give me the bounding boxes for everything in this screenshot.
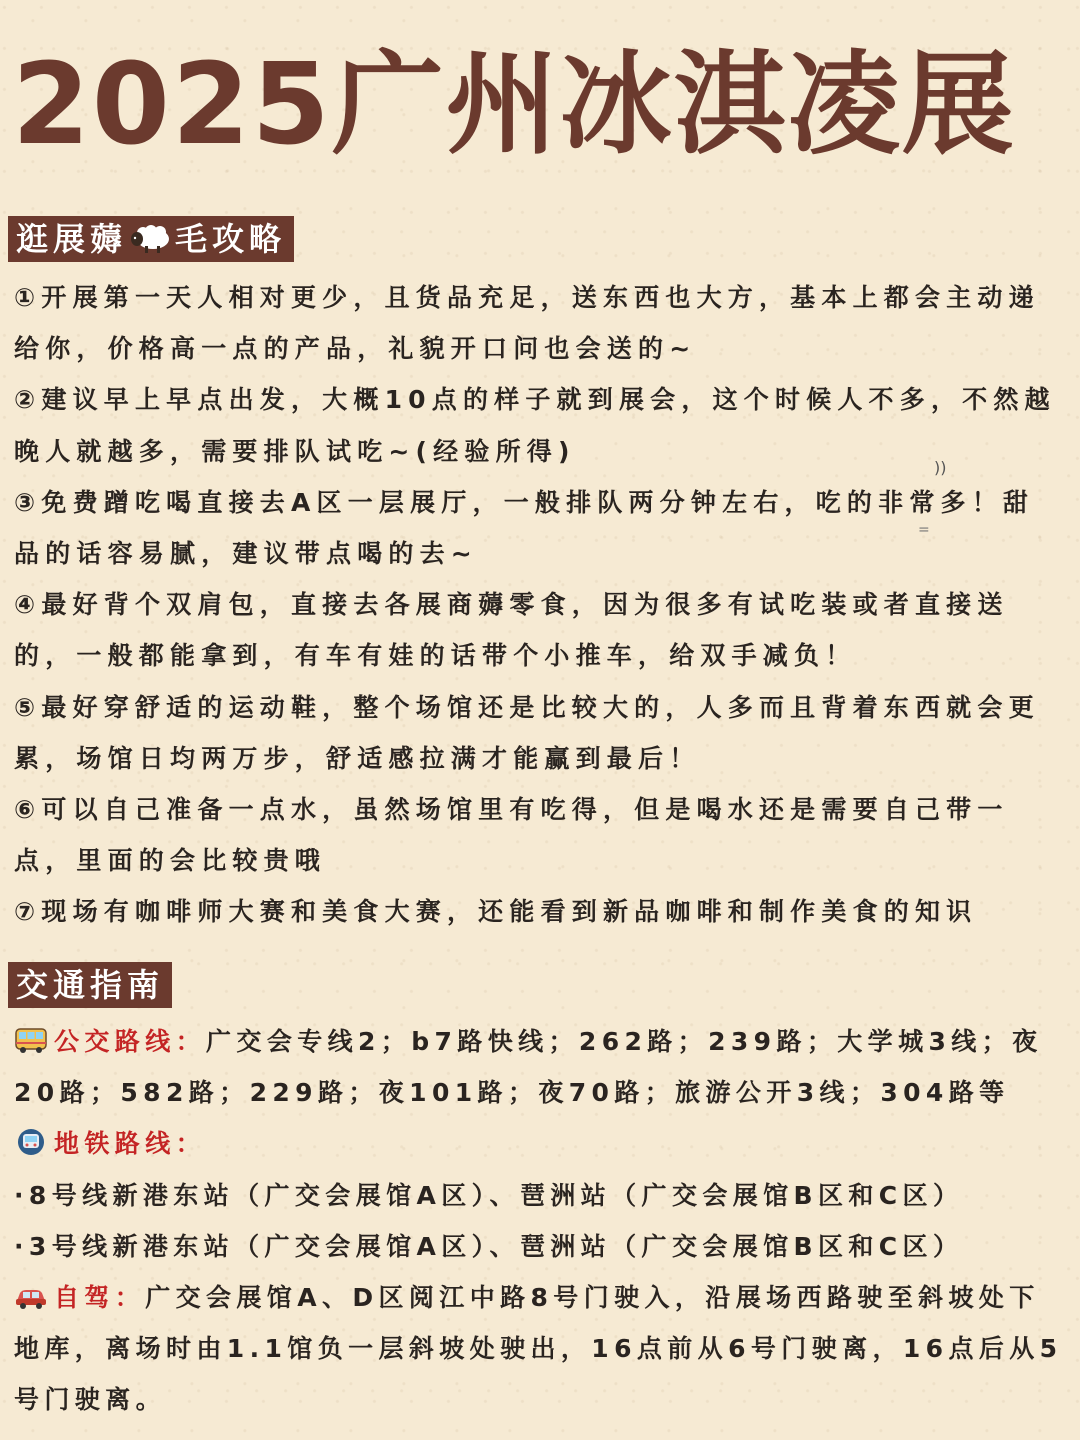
page-title: 2025广州冰淇凌展	[12, 40, 1016, 170]
tip-item-6: ⑥可以自己准备一点水，虽然场馆里有吃得，但是喝水还是需要自己带一点，里面的会比较贵哦	[14, 795, 1009, 876]
car-label: 自驾：	[54, 1283, 146, 1313]
tips-title-part1: 逛展薅	[16, 220, 128, 258]
tip-item-2: ②建议早上早点出发，大概10点的样子就到展会，这个时候人不多，不然越晚人就越多，需要排队试吃~(经验所得)	[14, 385, 1056, 466]
bus-icon	[14, 1025, 48, 1055]
sheep-icon	[129, 222, 173, 254]
tip-item-1: ①开展第一天人相对更少，且货品充足，送东西也大方，基本上都会主动递给你，价格高一点的产品，礼貌开口问也会送的~	[14, 283, 1040, 364]
tips-title-part2: 毛攻略	[175, 220, 287, 258]
metro-heading	[14, 1118, 1064, 1169]
metro-icon	[14, 1127, 48, 1157]
bus-routes-text: 广交会专线2；b7路快线；262路；239路；大学城3线；夜20路；582路；229路；夜101路；夜70路；旅游公开3线；304路等	[14, 1027, 1043, 1108]
squiggle-decoration-icon: ))	[934, 458, 947, 477]
metro-label: 地铁路线：	[54, 1129, 207, 1159]
tip-item-3: ③免费蹭吃喝直接去A区一层展厅，一般排队两分钟左右，吃的非常多！甜品的话容易腻，建议带点喝的去~	[14, 487, 1035, 569]
metro-line-8: ·8号线新港东站（广交会展馆A区）、琶洲站（广交会展馆B区和C区）	[14, 1180, 964, 1210]
traffic-info	[14, 1016, 1064, 1426]
bus-routes	[14, 1016, 1064, 1118]
tips-section-title	[8, 216, 294, 262]
tips-list	[14, 272, 1064, 938]
traffic-section-title: 交通指南	[8, 962, 172, 1008]
dash-decoration-icon: =	[918, 522, 930, 538]
self-drive-text: 广交会展馆A、D区阅江中路8号门驶入，沿展场西路驶至斜坡处下地库，离场时由1.1馆负一层斜坡处驶出，16点前从6号门驶离，16点后从5号门驶离。	[14, 1283, 1063, 1415]
tip-item-5: ⑤最好穿舒适的运动鞋，整个场馆还是比较大的，人多而且背着东西就会更累，场馆日均两万步，舒适感拉满才能赢到最后！	[14, 692, 1040, 773]
self-drive	[14, 1272, 1064, 1426]
tip-item-4: ④最好背个双肩包，直接去各展商薅零食，因为很多有试吃装或者直接送的，一般都能拿到，有车有娃的话带个小推车，给双手减负！	[14, 590, 1009, 671]
bus-label: 公交路线：	[54, 1027, 207, 1056]
metro-line-3: ·3号线新港东站（广交会展馆A区）、琶洲站（广交会展馆B区和C区）	[14, 1231, 964, 1261]
car-icon	[14, 1281, 48, 1311]
tip-item-7: ⑦现场有咖啡师大赛和美食大赛，还能看到新品咖啡和制作美食的知识	[14, 897, 978, 927]
